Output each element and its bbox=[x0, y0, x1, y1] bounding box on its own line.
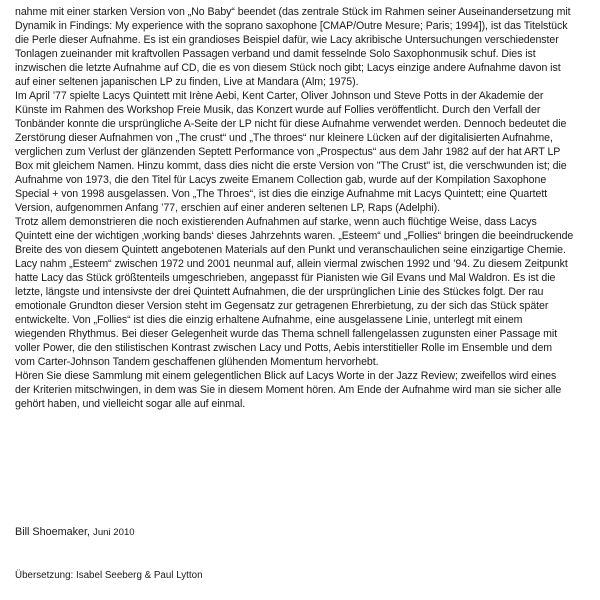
paragraph-1: nahme mit einer starken Version von „No Baby“ beendet (das zentrale Stück im Rahmen seiner Auseinandersetzung mit Dynamik in Findings: My experience with the soprano saxophone [CMAP/Outre Mesure; Paris; 1994]), ist das Titelstück die Perle dieser Aufnahme. Es ist ein grandioses Beispiel dafür, wie Lacy akribische Untersuchungen verschiedenster Tonlagen zueinander mit kraftvollen Passagen verband und damit fesselnde Solo Saxophonmusik schuf. Dies ist inzwischen die letzte Aufnahme auf CD, die es von diesem Stück noch gibt; Lacys einzige andere Aufnahme davon ist auf einer seltenen japanischen LP zu finden, Live at Mandara (Alm; 1975). bbox=[15, 6, 571, 88]
signature-date: Juni 2010 bbox=[93, 527, 135, 538]
paragraph-2: Im April ’77 spielte Lacys Quintett mit Irène Aebi, Kent Carter, Oliver Johnson und Steve Potts in der Akademie der Künste im Rahmen des Workshop Freie Musik, das Konzert wurde auf Follies veröffentlicht. Durch den Verfall der Tonbänder konnte die ursprüngliche A-Seite der LP nicht für diese Aufnahme verwendet werden. Dennoch bedeutet die Zerstörung dieser Aufnahmen von „The crust“ und „The throes“ nur kleinere Lücken auf der digitalisierten Aufnahme, verglichen zum Verlust der glänzenden Septett Performance von „Prospectus“ aus dem Jahr 1982 auf der hat ART LP Box mit gleichem Namen. Hinzu kommt, dass dies nicht die erste Version von "The Crust" ist, die verschwunden ist; die Aufnahme von 1973, die den Titel für Lacys zweite Emanem Collection gab, wurde auf der Kompilation Saxophone Special + von 1998 ausgelassen. Von „The Throes“, ist dies die einzige Aufnahme mit Lacys Quintett; eine Quartett Version, aufgenommen Anfang ’77, erschien auf einer anderen seltenen LP, Raps (Adelphi). bbox=[15, 90, 567, 214]
paragraph-3: Trotz allem demonstrieren die noch existierenden Aufnahmen auf starke, wenn auch flüchtige Weise, dass Lacys Quintett eine der wichtigen ‚working bands‘ dieses Jahrzehnts waren. „Esteem“ und „Follies“ bringen die beeindruckende Breite des von diesem Quintett angebotenen Materials auf den Punkt und veranschaulichen seine einzigartige Chemie. Lacy nahm „Esteem“ zwischen 1972 und 2001 neunmal auf, allein viermal zwischen 1992 und ’94. Zu diesem Zeitpunkt hatte Lacy das Stück größtenteils umgeschrieben, angepasst für Pianisten wie Gil Evans und Mal Waldron. Es ist die letzte, längste und intensivste der drei Quintett Aufnahmen, die der ursprünglichen Linie des Stückes folgt. Der rau emotionale Grundton dieser Version steht im Gegensatz zur getragenen Ehrerbietung, zu der sich das Stück später entwickelte. Von „Follies“ ist dies die einzig erhaltene Aufnahme, eine ausgelassene Linie, unterlegt mit einem wiegenden Rhythmus. Bei dieser Gelegenheit wurde das Thema schnell fallengelassen zugunsten einer Passage mit voller Power, die den stilistischen Kontrast zwischen Lacy und Potts, Aebis interstitieller Rolle im Ensemble und dem vom Carter-Johnson Tandem geschaffenen glühenden Momentum hervorhebt. bbox=[15, 216, 574, 368]
paragraph-4: Hören Sie diese Sammlung mit einem gelegentlichen Blick auf Lacys Worte in der Jazz Review; zweifellos wird eines der Kriterien mitschwingen, in dem was Sie in diesem Moment hören. Am Ende der Aufnahme wird man sie sicher alle gehört haben, und vielleicht sogar alle auf einmal. bbox=[15, 370, 562, 410]
author-name: Bill Shoemaker, bbox=[15, 526, 91, 538]
translation-credit: Übersetzung: Isabel Seeberg & Paul Lytton bbox=[15, 570, 203, 581]
article-body bbox=[15, 5, 574, 411]
author-signature bbox=[15, 525, 135, 540]
